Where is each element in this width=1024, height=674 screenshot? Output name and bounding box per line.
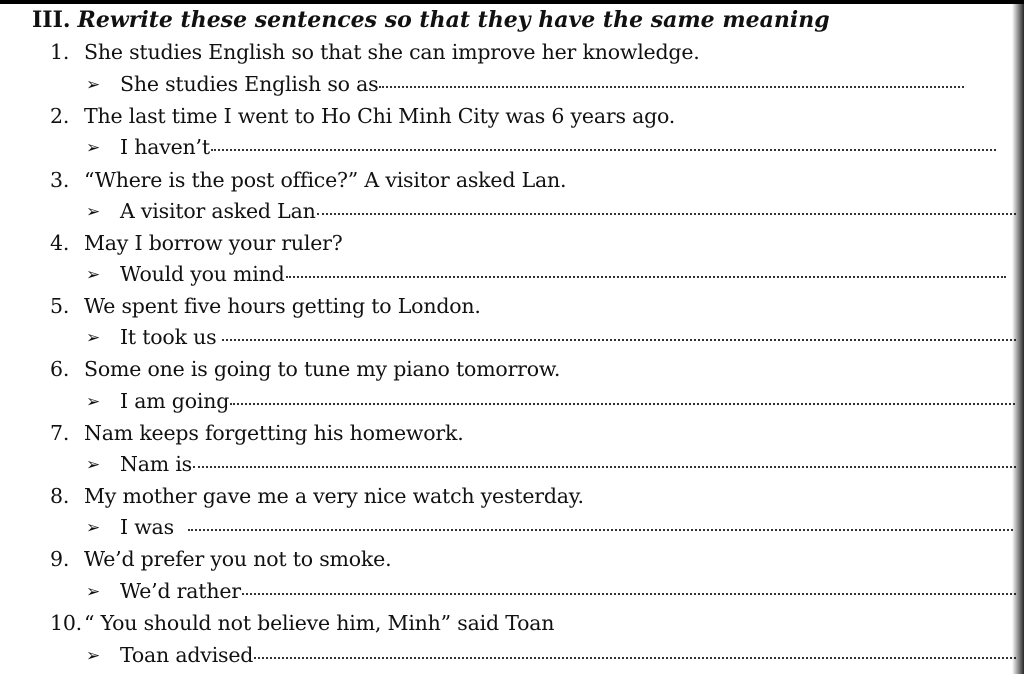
answer-line-4 (86, 260, 1006, 290)
exercise-number: III. (32, 7, 71, 33)
question-number: 9. (50, 547, 70, 571)
question-9 (50, 545, 391, 573)
question-1 (50, 38, 700, 66)
question-sentence: Some one is going to tune my piano tomorrow. (84, 357, 561, 381)
question-number: 10. (50, 611, 83, 635)
answer-line-6 (86, 387, 1015, 417)
answer-prompt: I am going (120, 389, 230, 413)
arrow-bullet-icon: ➢ (86, 392, 101, 412)
answer-blank[interactable] (286, 272, 1006, 278)
question-10 (50, 609, 554, 637)
question-number: 1. (50, 40, 70, 64)
question-sentence: May I borrow your ruler? (84, 231, 343, 255)
answer-blank[interactable] (317, 209, 1016, 215)
answer-line-1 (86, 70, 964, 100)
answer-prompt: Nam is (120, 452, 192, 476)
answer-prompt: It took us (120, 325, 217, 349)
question-6 (50, 355, 560, 383)
answer-blank[interactable] (379, 82, 964, 88)
question-sentence: We’d prefer you not to smoke. (84, 547, 392, 571)
photo-edge-top (0, 0, 1024, 4)
answer-blank[interactable] (242, 589, 1016, 595)
answer-blank[interactable] (211, 145, 996, 151)
answer-prompt: I haven’t (120, 135, 210, 159)
answer-blank[interactable] (222, 335, 1016, 341)
question-2 (50, 102, 675, 130)
question-sentence: My mother gave me a very nice watch yesterday. (84, 484, 584, 508)
arrow-bullet-icon: ➢ (86, 328, 101, 348)
question-8 (50, 482, 584, 510)
answer-line-3 (86, 197, 1016, 227)
photo-edge-right (1012, 0, 1024, 674)
arrow-bullet-icon: ➢ (86, 518, 101, 538)
answer-blank[interactable] (193, 462, 1016, 468)
question-sentence: She studies English so that she can improve her knowledge. (84, 40, 700, 64)
answer-line-9 (86, 577, 1016, 607)
answer-line-7 (86, 450, 1016, 480)
question-sentence: We spent five hours getting to London. (84, 294, 481, 318)
question-3 (50, 166, 566, 194)
answer-prompt: A visitor asked Lan (120, 199, 316, 223)
question-5 (50, 292, 481, 320)
arrow-bullet-icon: ➢ (86, 265, 101, 285)
question-number: 6. (50, 357, 70, 381)
arrow-bullet-icon: ➢ (86, 138, 101, 158)
answer-line-8 (86, 513, 1013, 543)
answer-line-5 (86, 323, 1016, 353)
arrow-bullet-icon: ➢ (86, 455, 101, 475)
question-number: 7. (50, 421, 70, 445)
question-sentence: “ You should not believe him, Minh” said Toan (84, 611, 555, 635)
question-number: 4. (50, 231, 70, 255)
answer-blank[interactable] (254, 653, 1016, 659)
exercise-heading (32, 5, 830, 36)
arrow-bullet-icon: ➢ (86, 582, 101, 602)
question-number: 8. (50, 484, 70, 508)
answer-prompt: We’d rather (120, 579, 241, 603)
question-number: 5. (50, 294, 70, 318)
question-sentence: Nam keeps forgetting his homework. (84, 421, 464, 445)
question-number: 3. (50, 168, 70, 192)
answer-prompt: I was (120, 515, 174, 539)
answer-line-2 (86, 133, 996, 163)
arrow-bullet-icon: ➢ (86, 646, 101, 666)
answer-blank[interactable] (188, 525, 1013, 531)
answer-prompt: Toan advised (120, 643, 254, 667)
question-4 (50, 229, 343, 257)
arrow-bullet-icon: ➢ (86, 202, 101, 222)
arrow-bullet-icon: ➢ (86, 75, 101, 95)
answer-blank[interactable] (230, 399, 1015, 405)
question-sentence: “Where is the post office?” A visitor asked Lan. (84, 168, 567, 192)
exercise-title: Rewrite these sentences so that they have the same meaning (77, 7, 830, 33)
answer-prompt: Would you mind (120, 262, 285, 286)
answer-prompt: She studies English so as (120, 72, 379, 96)
question-7 (50, 419, 464, 447)
question-sentence: The last time I went to Ho Chi Minh City was 6 years ago. (84, 104, 676, 128)
answer-line-10 (86, 641, 1016, 671)
question-number: 2. (50, 104, 70, 128)
